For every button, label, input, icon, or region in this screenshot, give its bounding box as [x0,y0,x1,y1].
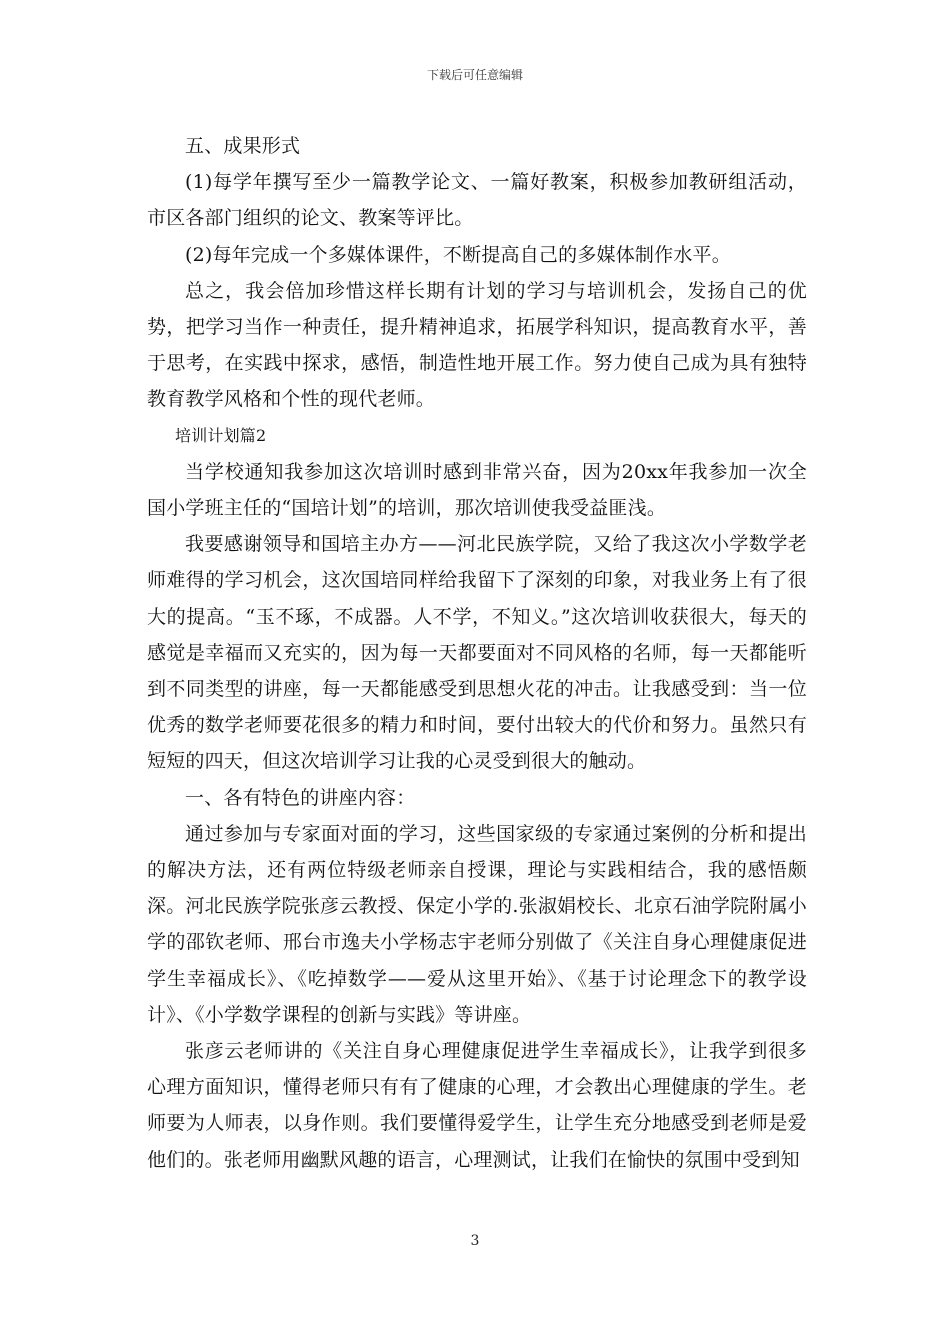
section-heading-lectures: 一、各有特色的讲座内容： [185,786,416,809]
paragraph-thanks: 我要感谢领导和国培主办方——河北民族学院，又给了我这次小学数学老师难得的学习机会，这次国培同样给我留下了深刻的印象，对我业务上有了很大的提高。“玉不琢，不成器。人不学，不知义。”这次培训收获很大，每天的感觉是幸福而又充实的，因为每一天都要面对不同风格的名师，每一天都能听到不同类型的讲座，每一天都能感受到思想火花的冲击。让我感受到：当一位优秀的数学老师要花很多的精力和时间，要付出较大的代价和努力。虽然只有短短的四天，但这次培训学习让我的心灵受到很大的触动。 [147,533,807,773]
paragraph-zhang-lecture: 张彦云老师讲的《关注自身心理健康促进学生幸福成长》，让我学到很多心理方面知识，懂得老师只有有了健康的心理，才会教出心理健康的学生。老师要为人师表，以身作则。我们要懂得爱学生，让学生充分地感受到老师是爱他们的。张老师用幽默风趣的语言，心理测试，让我们在愉快的氛围中受到知 [147,1040,807,1171]
section-title-training-plan-2: 培训计划篇2 [175,425,267,445]
document-body [147,128,807,1178]
paragraph-intro: 当学校通知我参加这次培训时感到非常兴奋，因为20xx年我参加一次全国小学班主任的“国培计划”的培训，那次培训使我受益匪浅。 [147,460,807,520]
paragraph-item-2: (2)每年完成一个多媒体课件，不断提高自己的多媒体制作水平。 [185,243,731,266]
page-header-note: 下载后可任意编辑 [426,68,523,82]
section-heading-results: 五、成果形式 [185,135,301,157]
page-number: 3 [470,1233,480,1249]
paragraph-experts: 通过参加与专家面对面的学习，这些国家级的专家通过案例的分析和提出的解决方法，还有两位特级老师亲自授课，理论与实践相结合，我的感悟颇深。河北民族学院张彦云教授、保定小学的.张淑娟校长、北京石油学院附属小学的邵钦老师、邢台市逸夫小学杨志宇老师分别做了《关注自身心理健康促进学生幸福成长》、《吃掉数学——爱从这里开始》、《基于讨论理念下的教学设计》、《小学数学课程的创新与实践》等讲座。 [147,822,807,1026]
paragraph-item-1: (1)每学年撰写至少一篇教学论文、一篇好教案，积极参加教研组活动，市区各部门组织的论文、教案等评比。 [147,171,807,230]
paragraph-summary: 总之，我会倍加珍惜这样长期有计划的学习与培训机会，发扬自己的优势，把学习当作一种责任，提升精神追求，拓展学科知识，提高教育水平，善于思考，在实践中探求，感悟，制造性地开展工作。努力使自己成为具有独特教育教学风格和个性的现代老师。 [147,279,807,411]
